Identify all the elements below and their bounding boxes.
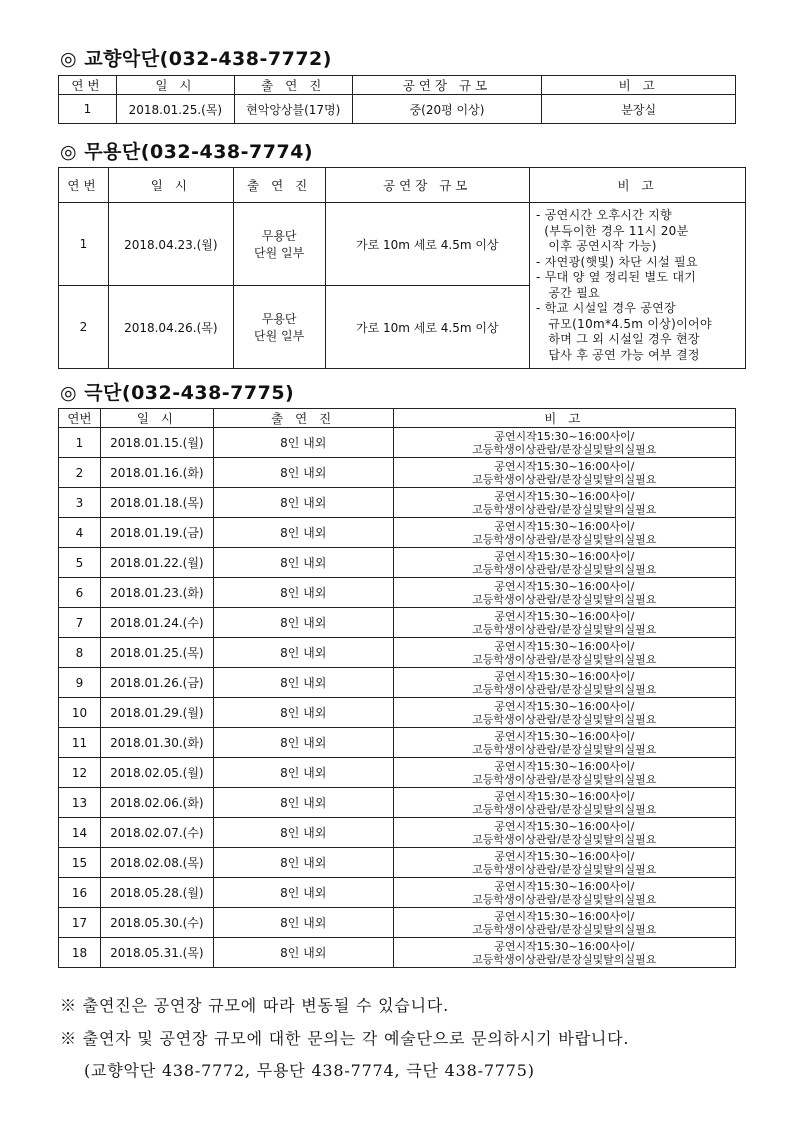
remark-line-2: 고등학생이상관람/분장실및탈의실필요 [472,922,657,936]
cell-performers: 현악앙상블(17명) [234,95,352,124]
footnote-1: ※ 출연진은 공연장 규모에 따라 변동될 수 있습니다. [60,996,450,1015]
cell-no: 9 [59,668,101,698]
table-row [59,818,736,848]
remark-line-1: 공연시작15:30~16:00사이/ [494,759,635,773]
note-line: 공간 필요 [536,285,601,300]
header-performers: 출 연 진 [234,76,352,95]
cell-remarks [393,848,735,878]
note-line: - 무대 양 옆 정리된 별도 대기 [536,270,697,284]
cell-performers: 8인 내외 [213,668,393,698]
remark-line-2: 고등학생이상관람/분장실및탈의실필요 [472,892,657,906]
remark-line-1: 공연시작15:30~16:00사이/ [494,849,635,863]
cell-performers: 8인 내외 [213,848,393,878]
table-row [59,458,736,488]
cell-date: 2018.01.16.(화) [100,458,213,488]
header-no: 연번 [59,409,101,428]
cell-remarks [393,578,735,608]
remark-line-1: 공연시작15:30~16:00사이/ [494,579,635,593]
remark-line-2: 고등학생이상관람/분장실및탈의실필요 [472,562,657,576]
cell-date: 2018.01.30.(화) [100,728,213,758]
cell-remarks [393,668,735,698]
table-row [59,668,736,698]
cell-remarks [393,638,735,668]
remark-line-2: 고등학생이상관람/분장실및탈의실필요 [472,772,657,786]
cell-performers: 8인 내외 [213,638,393,668]
cell-remarks [393,818,735,848]
table-row [59,728,736,758]
table-row [59,203,746,286]
remark-line-2: 고등학생이상관람/분장실및탈의실필요 [472,592,657,606]
remark-line-1: 공연시작15:30~16:00사이/ [494,789,635,803]
cell-performers: 8인 내외 [213,938,393,968]
footnote-2: ※ 출연자 및 공연장 규모에 대한 문의는 각 예술단으로 문의하시기 바랍니다. [60,1029,630,1048]
performers-line-2: 단원 일부 [254,329,305,343]
remark-line-2: 고등학생이상관람/분장실및탈의실필요 [472,832,657,846]
table-row [59,788,736,818]
cell-remarks [393,518,735,548]
table-row [59,95,736,124]
cell-no: 12 [59,758,101,788]
cell-no: 16 [59,878,101,908]
cell-no: 18 [59,938,101,968]
table-row [59,638,736,668]
cell-date: 2018.01.25.(목) [100,638,213,668]
table-row [59,878,736,908]
remark-line-2: 고등학생이상관람/분장실및탈의실필요 [472,622,657,636]
header-date: 일 시 [116,76,234,95]
cell-remarks [393,698,735,728]
table-header-row [59,409,736,428]
remark-line-1: 공연시작15:30~16:00사이/ [494,729,635,743]
header-remarks: 비 고 [542,76,736,95]
cell-remarks [393,548,735,578]
remark-line-1: 공연시작15:30~16:00사이/ [494,639,635,653]
cell-date: 2018.05.28.(월) [100,878,213,908]
header-remarks: 비 고 [530,168,746,203]
cell-no: 5 [59,548,101,578]
note-line: 규모(10m*4.5m 이상)이어야 [536,316,712,331]
table-row [59,938,736,968]
cell-no: 2 [59,458,101,488]
header-date: 일 시 [100,409,213,428]
note-line: 답사 후 공연 가능 여부 결정 [536,347,700,362]
header-venue: 공연장 규모 [325,168,530,203]
remark-line-2: 고등학생이상관람/분장실및탈의실필요 [472,952,657,966]
cell-remarks [393,908,735,938]
cell-performers: 8인 내외 [213,518,393,548]
performers-line-1: 무용단 [261,312,297,326]
remark-line-1: 공연시작15:30~16:00사이/ [494,609,635,623]
note-line: - 학교 시설일 경우 공연장 [536,301,677,315]
header-date: 일 시 [108,168,233,203]
cell-no: 2 [59,286,109,369]
remark-line-2: 고등학생이상관람/분장실및탈의실필요 [472,652,657,666]
cell-date: 2018.01.25.(목) [116,95,234,124]
cell-date: 2018.01.24.(수) [100,608,213,638]
remark-line-1: 공연시작15:30~16:00사이/ [494,699,635,713]
cell-date: 2018.02.05.(월) [100,758,213,788]
table-row [59,428,736,458]
cell-venue: 가로 10m 세로 4.5m 이상 [325,286,530,369]
cell-no: 14 [59,818,101,848]
cell-performers: 8인 내외 [213,908,393,938]
cell-no: 1 [59,95,117,124]
section-title-theater: ◎ 극단(032-438-7775) [60,382,295,404]
remark-line-2: 고등학생이상관람/분장실및탈의실필요 [472,742,657,756]
cell-remarks [393,428,735,458]
cell-date: 2018.04.23.(월) [108,203,233,286]
section-title-orchestra: ◎ 교향악단(032-438-7772) [60,48,332,70]
cell-venue: 가로 10m 세로 4.5m 이상 [325,203,530,286]
cell-performers: 8인 내외 [213,488,393,518]
note-line: - 공연시간 오후시간 지향 [536,208,672,222]
section-title-dance: ◎ 무용단(032-438-7774) [60,141,314,163]
dance-table [58,167,746,369]
cell-performers: 8인 내외 [213,578,393,608]
cell-remarks [393,728,735,758]
cell-performers: 8인 내외 [213,428,393,458]
orchestra-table [58,75,736,124]
table-row [59,488,736,518]
cell-performers: 8인 내외 [213,608,393,638]
cell-performers: 8인 내외 [213,458,393,488]
cell-date: 2018.01.18.(목) [100,488,213,518]
cell-no: 4 [59,518,101,548]
cell-date: 2018.05.31.(목) [100,938,213,968]
remark-line-2: 고등학생이상관람/분장실및탈의실필요 [472,442,657,456]
remark-line-2: 고등학생이상관람/분장실및탈의실필요 [472,862,657,876]
remark-line-2: 고등학생이상관람/분장실및탈의실필요 [472,712,657,726]
cell-no: 15 [59,848,101,878]
cell-performers: 8인 내외 [213,758,393,788]
remark-line-2: 고등학생이상관람/분장실및탈의실필요 [472,682,657,696]
remark-line-2: 고등학생이상관람/분장실및탈의실필요 [472,802,657,816]
cell-remarks [393,788,735,818]
table-header-row [59,168,746,203]
remark-line-1: 공연시작15:30~16:00사이/ [494,939,635,953]
note-line: 하며 그 외 시설일 경우 현장 [536,332,700,346]
table-row [59,548,736,578]
remark-line-2: 고등학생이상관람/분장실및탈의실필요 [472,502,657,516]
remark-line-1: 공연시작15:30~16:00사이/ [494,819,635,833]
note-line: 이후 공연시작 가능) [536,239,657,253]
remark-line-1: 공연시작15:30~16:00사이/ [494,669,635,683]
table-header-row [59,76,736,95]
table-row [59,698,736,728]
cell-performers [233,203,325,286]
cell-no: 1 [59,428,101,458]
remark-line-1: 공연시작15:30~16:00사이/ [494,519,635,533]
cell-date: 2018.04.26.(목) [108,286,233,369]
cell-performers: 8인 내외 [213,698,393,728]
cell-no: 11 [59,728,101,758]
cell-performers: 8인 내외 [213,548,393,578]
cell-date: 2018.01.15.(월) [100,428,213,458]
cell-no: 17 [59,908,101,938]
table-row [59,578,736,608]
header-performers: 출 연 진 [213,409,393,428]
note-line: - 자연광(햇빛) 차단 시설 필요 [536,254,698,269]
table-row [59,608,736,638]
cell-date: 2018.05.30.(수) [100,908,213,938]
cell-date: 2018.02.07.(수) [100,818,213,848]
table-row [59,518,736,548]
cell-no: 6 [59,578,101,608]
cell-remarks [393,938,735,968]
cell-date: 2018.01.23.(화) [100,578,213,608]
cell-remarks [393,878,735,908]
cell-no: 3 [59,488,101,518]
cell-no: 1 [59,203,109,286]
table-row [59,908,736,938]
header-no: 연번 [59,76,117,95]
cell-date: 2018.02.06.(화) [100,788,213,818]
cell-remarks: 분장실 [542,95,736,124]
cell-remarks [393,608,735,638]
remark-line-1: 공연시작15:30~16:00사이/ [494,879,635,893]
performers-line-2: 단원 일부 [254,246,305,260]
remark-line-2: 고등학생이상관람/분장실및탈의실필요 [472,472,657,486]
remark-line-1: 공연시작15:30~16:00사이/ [494,429,635,443]
cell-no: 13 [59,788,101,818]
cell-performers [233,286,325,369]
cell-venue: 중(20평 이상) [352,95,542,124]
cell-date: 2018.01.26.(금) [100,668,213,698]
header-venue: 공연장 규모 [352,76,542,95]
cell-no: 8 [59,638,101,668]
cell-date: 2018.02.08.(목) [100,848,213,878]
remark-line-2: 고등학생이상관람/분장실및탈의실필요 [472,532,657,546]
cell-remarks-notes [530,203,746,369]
cell-remarks [393,488,735,518]
cell-date: 2018.01.29.(월) [100,698,213,728]
cell-performers: 8인 내외 [213,818,393,848]
cell-performers: 8인 내외 [213,728,393,758]
header-no: 연번 [59,168,109,203]
cell-remarks [393,458,735,488]
remark-line-1: 공연시작15:30~16:00사이/ [494,909,635,923]
cell-date: 2018.01.22.(월) [100,548,213,578]
footnote-3: (교향악단 438-7772, 무용단 438-7774, 극단 438-7775) [84,1061,535,1080]
cell-no: 10 [59,698,101,728]
remark-line-1: 공연시작15:30~16:00사이/ [494,489,635,503]
cell-no: 7 [59,608,101,638]
remark-line-1: 공연시작15:30~16:00사이/ [494,459,635,473]
header-performers: 출 연 진 [233,168,325,203]
cell-remarks [393,758,735,788]
table-row [59,758,736,788]
cell-performers: 8인 내외 [213,788,393,818]
table-row [59,848,736,878]
header-remarks: 비 고 [393,409,735,428]
theater-table [58,408,736,968]
cell-date: 2018.01.19.(금) [100,518,213,548]
remark-line-1: 공연시작15:30~16:00사이/ [494,549,635,563]
cell-performers: 8인 내외 [213,878,393,908]
note-line: (부득이한 경우 11시 20분 [536,223,689,238]
performers-line-1: 무용단 [261,229,297,243]
